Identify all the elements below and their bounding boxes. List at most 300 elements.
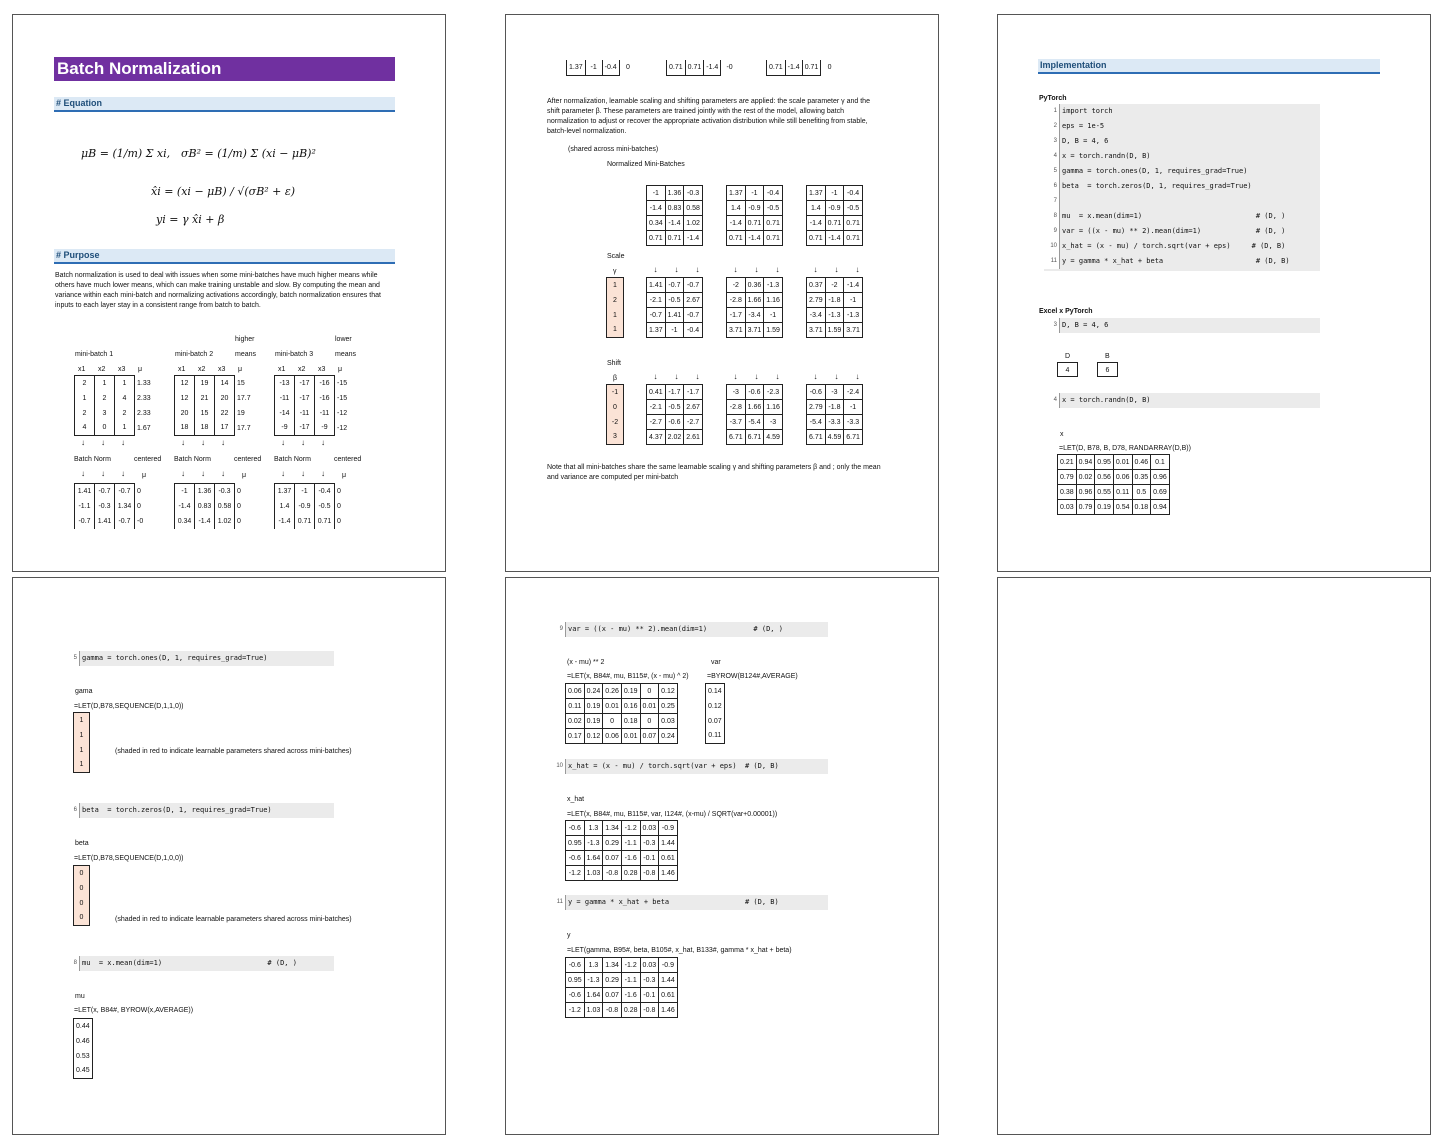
norm-cell: 0 [337,502,341,510]
x-matrix-table-cell: 0.96 [1076,485,1095,500]
d-label: D [1065,353,1071,360]
norm-cell: -1.4 [175,499,195,514]
raw-cell: 15 [195,406,215,421]
xhat-table-cell: -1.6 [621,851,640,866]
normalized-batch-1-row [647,216,703,231]
norm-cell: 1.36 [195,484,215,499]
down-arrow-icon: ↓ [181,438,185,447]
sq-table-cell: 0.12 [659,684,678,699]
line-number: 3 [1044,318,1060,333]
normalized-batch-2-cell: -0.5 [764,201,783,216]
scaled-batch-2-row [727,293,783,308]
page-1 [12,14,446,572]
down-arrow-icon: ↓ [754,265,759,274]
equation-variance: σB² = (1/m) Σ (xi − μB)² [181,147,316,160]
code-text: gamma = torch.ones(D, 1, requires_grad=True) [82,654,268,662]
continued-cell: 0.71 [685,60,704,75]
scaled-batch-2-cell: 1.16 [764,293,783,308]
code-text: beta = torch.zeros(D, 1, requires_grad=True) [1062,182,1252,190]
gama-table-row [74,713,90,728]
mu-label: mu [75,993,85,1000]
x-matrix-table-cell: 0.79 [1076,500,1095,515]
beta-formula: =LET(D,B78,SEQUENCE(D,1,0,0)) [74,855,184,862]
code-line [550,895,828,910]
raw-cell: 1 [115,421,135,436]
x-matrix-table-cell: 0.06 [1113,470,1132,485]
xhat-table-cell: 0.95 [566,836,585,851]
column-header: x3 [318,366,326,373]
down-arrow-icon: ↓ [301,438,305,447]
page-6 [997,577,1431,1135]
sq-table-cell: 0.11 [566,699,585,714]
xhat-table-cell: -1.2 [566,866,585,881]
code-line [1044,119,1320,134]
norm-cell: -1.4 [275,514,295,529]
normalized-batch-3-cell: 1.37 [807,186,826,201]
normalized-batch-3-cell: 0.71 [844,216,863,231]
code-text: import torch [1062,107,1113,115]
code-text: mu = x.mean(dim=1) # (D, ) [82,959,297,967]
normalized-batch-1-cell: 0.34 [647,216,666,231]
scaled-batch-3-cell: 1.59 [825,323,844,338]
down-arrow-icon: ↓ [813,265,818,274]
y-table-cell: 1.3 [584,958,603,973]
shifted-batch-1-row [647,400,703,415]
x-matrix-table-cell: 0.55 [1095,485,1114,500]
y-table-cell: 0.61 [659,988,678,1003]
beta-table-row [74,881,90,896]
norm-cell: 0 [137,502,141,510]
raw-row [175,376,255,391]
normalized-batch-1-row [647,231,703,246]
line-number: 2 [1044,119,1060,134]
normalized-batch-2-cell: -0.4 [764,186,783,201]
normalized-batch-3-cell: 0.71 [844,231,863,246]
shifted-batch-2 [726,384,783,445]
scaled-batch-3-row [807,323,863,338]
raw-cell: -14 [275,406,295,421]
x-matrix-table-cell: 0.01 [1113,455,1132,470]
scaled-batch-2-cell: -2.8 [727,293,746,308]
raw-batch-2 [174,375,255,436]
shifted-batch-3-cell: -5.4 [807,415,826,430]
normalized-batch-3-row [807,231,863,246]
shifted-batch-3-cell: 6.71 [844,430,863,445]
page-title: Batch Normalization [54,57,395,81]
x-matrix-table-cell: 0.11 [1113,485,1132,500]
centered-label: centered [334,456,362,463]
equation-normalize: x̂i = (xi − μB) / √(σB² + ε) [151,185,296,198]
x-matrix-table-cell: 0.5 [1132,485,1151,500]
x-matrix-table-cell: 0.54 [1113,500,1132,515]
norm-cell: 0 [337,487,341,495]
beta-column-row [607,385,624,400]
y-table [565,957,678,1018]
shifted-batch-2-cell: 1.16 [764,400,783,415]
shifted-batch-3-cell: 4.59 [825,430,844,445]
gama-table-cell: 1 [74,743,90,758]
code-line [1044,209,1320,224]
down-arrow-icon: ↓ [674,265,679,274]
var-table-cell: 0.12 [706,699,725,714]
xhat-table-cell: -1.3 [584,836,603,851]
y-table-cell: -0.6 [566,958,585,973]
shifted-batch-2-row [727,415,783,430]
normalized-batch-3-row [807,216,863,231]
beta-column-cell: -2 [607,415,624,430]
sq-table-row [566,699,678,714]
y-formula: =LET(gamma, B95#, beta, B105#, x_hat, B133#, gamma * x_hat + beta) [567,947,792,954]
gamma-column [606,277,624,338]
shifted-batch-3-row [807,430,863,445]
scaled-batch-1-cell: 1.41 [647,278,666,293]
b-label: B [1105,353,1110,360]
sq-table-row [566,684,678,699]
norm-row [175,514,255,529]
xhat-table-cell: -0.9 [659,821,678,836]
norm-cell: -0.3 [215,484,235,499]
sq-table-cell: 0.01 [640,699,659,714]
label-means-higher: means [235,351,257,358]
down-arrow-icon: ↓ [834,265,839,274]
y-table-cell: 0.28 [621,1003,640,1018]
code-line [1044,104,1320,119]
scaled-batch-1-row [647,278,703,293]
raw-cell: -17 [295,421,315,436]
normalized-batch-2-row [727,231,783,246]
batch-norm-label: Batch Norm [174,456,211,463]
shifted-batch-2-cell: -2.3 [764,385,783,400]
normalized-batch-3-cell: -0.5 [844,201,863,216]
normalized-batch-2-row [727,216,783,231]
continued-row [667,60,738,75]
code-text: x = torch.randn(D, B) [1062,396,1151,404]
raw-cell: 15 [237,379,245,387]
line-number: 4 [1044,149,1060,164]
shifted-batch-1-cell: -0.5 [665,400,684,415]
normalized-batch-1-cell: 1.02 [684,216,703,231]
shifted-batch-1-cell: -1.7 [665,385,684,400]
normalized-batch-1-cell: 0.71 [665,231,684,246]
continued-cell: 0.71 [667,60,686,75]
down-arrow-icon: ↓ [321,438,325,447]
shifted-batch-3-row [807,385,863,400]
label-lower: lower [335,336,352,343]
normalized-batch-1-cell: -1.4 [684,231,703,246]
x-matrix-table-cell: 0.02 [1076,470,1095,485]
sq-table-row [566,714,678,729]
y-table-cell: 1.03 [584,1003,603,1018]
raw-cell: 19 [195,376,215,391]
line-number: 8 [64,956,80,971]
raw-cell: 2 [95,391,115,406]
code-line [1044,179,1320,194]
continued-cell: 0 [625,64,630,71]
code-line [64,956,334,971]
shifted-batch-1-cell: -2.7 [684,415,703,430]
norm-cell: -0.7 [115,514,135,529]
code-line [1044,164,1320,179]
shifted-batch-3-cell: -1.8 [825,400,844,415]
scaled-batch-1-cell: -0.7 [684,278,703,293]
raw-cell: -16 [315,376,335,391]
beta-column-cell: -1 [607,385,624,400]
code-text: gamma = torch.ones(D, 1, requires_grad=True) [1062,167,1248,175]
raw-cell: -15 [337,394,348,402]
shifted-batch-3-cell: -3 [825,385,844,400]
xhat-table-row [566,821,678,836]
shifted-batch-3-cell: 6.71 [807,430,826,445]
shifted-batch-1-cell: -1.7 [684,385,703,400]
xhat-table-cell: -0.1 [640,851,659,866]
page-4 [12,577,446,1135]
sq-table-cell: 0 [603,714,622,729]
sq-table-cell: 0.07 [640,729,659,744]
line-number: 11 [1044,254,1060,269]
scaled-batch-1-cell: -2.1 [647,293,666,308]
raw-row [75,406,155,421]
norm-row [275,514,355,529]
label-higher: higher [235,336,255,343]
normalized-batch-2-cell: -1.4 [745,231,764,246]
scaled-batch-3 [806,277,863,338]
y-table-cell: 1.34 [603,958,622,973]
xhat-table-row [566,836,678,851]
gamma-column-row [607,308,624,323]
column-header: x2 [198,366,206,373]
norm-cell: 1.34 [115,499,135,514]
beta-table-row [74,866,90,881]
continued-cell: -1 [585,60,602,75]
mu-table-cell: 0.44 [74,1019,93,1034]
scaled-batch-3-cell: -1.3 [844,308,863,323]
raw-cell: 21 [195,391,215,406]
beta-column-row [607,400,624,415]
shifted-batch-2-cell: -2.8 [727,400,746,415]
sq-table-cell: 0.03 [659,714,678,729]
down-arrow-icon: ↓ [754,372,759,381]
gamma-column-row [607,278,624,293]
var-label: var [711,659,721,666]
scaled-batch-2-cell: 0.36 [745,278,764,293]
x-matrix-table-cell: 0.03 [1058,500,1077,515]
sq-table-cell: 0.19 [584,714,603,729]
line-number: 3 [1044,134,1060,149]
column-header: μ [138,366,143,373]
norm-row [175,484,255,499]
gama-table-cell: 1 [74,713,90,728]
scaled-batch-3-cell: -3.4 [807,308,826,323]
down-arrow-icon: ↓ [181,469,185,478]
column-header: x3 [218,366,226,373]
norm-cell: 0 [137,487,141,495]
normalized-label: Normalized Mini-Batches [607,161,685,168]
column-header: x1 [178,366,186,373]
norm-cell: 0 [337,517,341,525]
sq-table-cell: 0.01 [603,699,622,714]
scaled-batch-2-cell: -2 [727,278,746,293]
norm-cell: 0.71 [295,514,315,529]
shifted-batch-1-row [647,415,703,430]
gama-table-row [74,758,90,773]
norm-cell: -1.4 [195,514,215,529]
column-header: x3 [118,366,126,373]
code-text: x = torch.randn(D, B) [1062,152,1151,160]
shifted-batch-3-row [807,400,863,415]
purpose-text: Batch normalization is used to deal with issues when some mini-batches have much higher means while others have much lower means, which can make training unstable and slow. By computing the mean and variance within each mini-batch and normalizing activations accordingly, batch normalization ensures that inputs to each layer stay in a consistent range from batch to batch. [55,272,381,309]
code-line [64,803,334,818]
raw-row [275,376,355,391]
normalized-batch-3-cell: -0.9 [825,201,844,216]
shared-note: (shared across mini-batches) [568,146,659,153]
xhat-table-cell: 1.03 [584,866,603,881]
down-arrow-icon: ↓ [775,265,780,274]
mu-table-cell: 0.45 [74,1064,93,1079]
normalized-batch-1-cell: -1.4 [665,216,684,231]
shifted-batch-2-cell: -3 [764,415,783,430]
norm-cell: 0.71 [315,514,335,529]
raw-cell: -11 [275,391,295,406]
down-arrow-icon: ↓ [301,469,305,478]
continued-cell: 1.37 [567,60,586,75]
norm-row [175,499,255,514]
x-matrix-table-cell: 0.56 [1095,470,1114,485]
scaled-batch-2-cell: 1.66 [745,293,764,308]
sq-table-cell: 0.01 [621,729,640,744]
norm-cell: -0.3 [95,499,115,514]
shifted-batch-1-cell: -0.6 [665,415,684,430]
scale-label: Scale [607,253,625,260]
mu-table-row [74,1019,93,1034]
down-arrow-icon: ↓ [201,438,205,447]
pytorch-code-block [1044,104,1320,271]
code-line-3 [1044,318,1320,333]
excel-pytorch-label: Excel x PyTorch [1039,308,1093,315]
normalized-batch-2-cell: -1 [745,186,764,201]
code-line [1044,134,1320,149]
code-text [1060,194,1062,209]
raw-cell: 20 [175,406,195,421]
y-table-cell: 1.46 [659,1003,678,1018]
xhat-table-cell: 1.64 [584,851,603,866]
norm-cell: -0.4 [315,484,335,499]
continued-cell: 0 [827,64,832,71]
continued-row [567,60,637,75]
y-table-cell: 1.44 [659,973,678,988]
beta-table-cell: 0 [74,881,90,896]
beta-table [73,865,90,926]
normalized-batch-3-cell: 0.71 [825,216,844,231]
raw-cell: -15 [337,379,348,387]
scaled-batch-1-cell: 1.37 [647,323,666,338]
raw-batch-1 [74,375,155,436]
scaled-batch-2-row [727,278,783,293]
scaled-batch-1-cell: -0.4 [684,323,703,338]
raw-cell: -17 [295,391,315,406]
beta-label: beta [75,840,89,847]
normalized-batch-1-cell: -1 [647,186,666,201]
raw-cell: 1 [95,376,115,391]
xhat-label: x_hat [567,796,585,803]
d-value: 4 [1057,362,1078,377]
shifted-batch-1-cell: 2.02 [665,430,684,445]
x-matrix-table-cell: 0.21 [1058,455,1077,470]
raw-cell: 18 [175,421,195,436]
sq-table-cell: 0.17 [566,729,585,744]
scaled-batch-3-cell: 0.37 [807,278,826,293]
sq-table-cell: 0.24 [659,729,678,744]
beta-table-cell: 0 [74,896,90,911]
scaled-batch-3-row [807,308,863,323]
raw-row [75,376,155,391]
normalized-batch-3-row [807,186,863,201]
raw-cell: 20 [215,391,235,406]
code-line-5 [64,651,334,666]
continued-cell: -0 [726,64,733,71]
code-line-8 [64,956,334,971]
raw-cell: 1 [75,391,95,406]
scaled-batch-1-cell: 1.41 [665,308,684,323]
x-matrix-table-cell: 0.95 [1095,455,1114,470]
continued-cell: -1.4 [785,60,802,75]
y-table-cell: 0.95 [566,973,585,988]
xhat-table-row [566,851,678,866]
down-arrow-icon: ↓ [834,372,839,381]
scaled-batch-1-row [647,293,703,308]
shifted-batch-2-row [727,430,783,445]
sq-table-cell: 0.19 [621,684,640,699]
var-table-row [706,684,725,699]
x-matrix-table-row [1058,470,1170,485]
raw-cell: -12 [337,409,348,417]
beta-table-row [74,896,90,911]
raw-row [275,421,355,436]
sq-table-cell: 0.12 [584,729,603,744]
continued-row-1 [566,60,636,76]
var-table-cell: 0.14 [706,684,725,699]
line-number: 9 [1044,224,1060,239]
scaled-batch-3-cell: 3.71 [807,323,826,338]
page-3 [997,14,1431,572]
gama-table [73,712,90,773]
line-number: 6 [64,803,80,818]
batch-norm-label: Batch Norm [74,456,111,463]
raw-cell: 4 [115,391,135,406]
xhat-table-cell: -0.3 [640,836,659,851]
beta-table-cell: 0 [74,866,90,881]
raw-cell: -13 [275,376,295,391]
raw-cell: -17 [295,376,315,391]
raw-cell: 1 [115,376,135,391]
sq-table-cell: 0.18 [621,714,640,729]
raw-cell: -11 [295,406,315,421]
var-table [705,683,725,744]
down-arrow-icon: ↓ [81,469,85,478]
scaled-batch-2-cell: -1 [764,308,783,323]
normalized-batch-3-cell: 1.4 [807,201,826,216]
x-matrix-table-cell: 0.46 [1132,455,1151,470]
scaled-batch-1 [646,277,703,338]
raw-cell: 12 [175,391,195,406]
raw-row [175,421,255,436]
normalized-batch-2-cell: 1.4 [727,201,746,216]
norm-cell: 0 [237,517,241,525]
shifted-batch-2-cell: -5.4 [745,415,764,430]
raw-batch-3 [274,375,355,436]
sq-table-cell: 0 [640,684,659,699]
beta-column-row [607,415,624,430]
raw-cell: 2.33 [137,409,151,417]
